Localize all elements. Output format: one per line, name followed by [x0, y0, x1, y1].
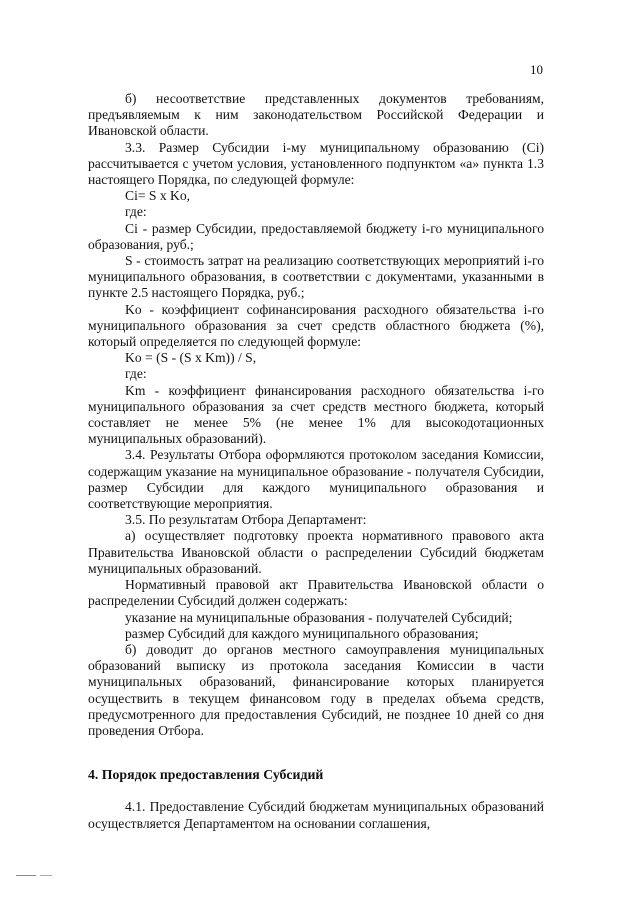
formula-ci: Ci= S x Ko,	[125, 188, 191, 204]
scan-artifact-line	[40, 875, 52, 876]
where-label-1: где:	[125, 204, 147, 220]
definition-km: Km - коэффициент финансирования расходного обязательства i-го муниципального образования за счет средств местного бюджета, который составляет не менее 5% (не менее 1% для высокодотационных муниципальных образований).	[88, 382, 544, 447]
paragraph-3-5-b: б) доводит до органов местного самоуправления муниципальных образований выписку из протокола заседания Комиссии в части муниципальных образований, финансирование которых планируется осуществить в текущем финансовом году в пределах объема средств, предусмотренного для предоставления Субсидий, не позднее 10 дней со дня проведения Отбора.	[88, 641, 544, 738]
formula-ko: Ko = (S - (S x Km)) / S,	[125, 350, 257, 366]
where-label-2: где:	[125, 366, 147, 382]
paragraph-3-3: 3.3. Размер Субсидии i-му муниципальному образованию (Ci) рассчитывается с учетом условия, установленного подпунктом «а» пункта 1.3 настоящего Порядка, по следующей формуле:	[88, 139, 544, 188]
page-number: 10	[530, 62, 543, 77]
paragraph-3-4: 3.4. Результаты Отбора оформляются протоколом заседания Комиссии, содержащим указание на муниципальное образование - получателя Субсидии, размер Субсидии для каждого муниципального образования и соответствующие мероприятия.	[88, 447, 544, 512]
paragraph-item-b-mismatch: б) несоответствие представленных документов требованиям, предъявляемым к ним законодательством Российской Федерации и Ивановской области.	[88, 91, 544, 139]
definition-s: S - стоимость затрат на реализацию соответствующих мероприятий i-го муниципального образования, в соответствии с документами, указанными в пункте 2.5 настоящего Порядка, руб.;	[88, 253, 544, 301]
document-body	[88, 91, 544, 832]
section-heading-4: 4. Порядок предоставления Субсидий	[88, 767, 324, 783]
list-item-recipients: указание на муниципальные образования - получателей Субсидий;	[125, 609, 513, 625]
paragraph-normative-act: Нормативный правовой акт Правительства Ивановской области о распределении Субсидий должен содержать:	[88, 577, 544, 609]
definition-ci: Ci - размер Субсидии, предоставляемой бюджету i-го муниципального образования, руб.;	[88, 220, 544, 252]
list-item-subsidy-size: размер Субсидий для каждого муниципального образования;	[125, 625, 479, 641]
paragraph-3-5: 3.5. По результатам Отбора Департамент:	[125, 512, 367, 528]
definition-ko: Ko - коэффициент софинансирования расходного обязательства i-го муниципального образования за счет средств областного бюджета (%), который определяется по следующей формуле:	[88, 301, 544, 350]
scan-artifact-line	[16, 875, 36, 876]
paragraph-4-1: 4.1. Предоставление Субсидий бюджетам муниципальных образований осуществляется Департаментом на основании соглашения,	[88, 799, 544, 831]
paragraph-3-5-a: а) осуществляет подготовку проекта нормативного правового акта Правительства Ивановской области о распределении Субсидий бюджетам муниципальных образований.	[88, 528, 544, 576]
